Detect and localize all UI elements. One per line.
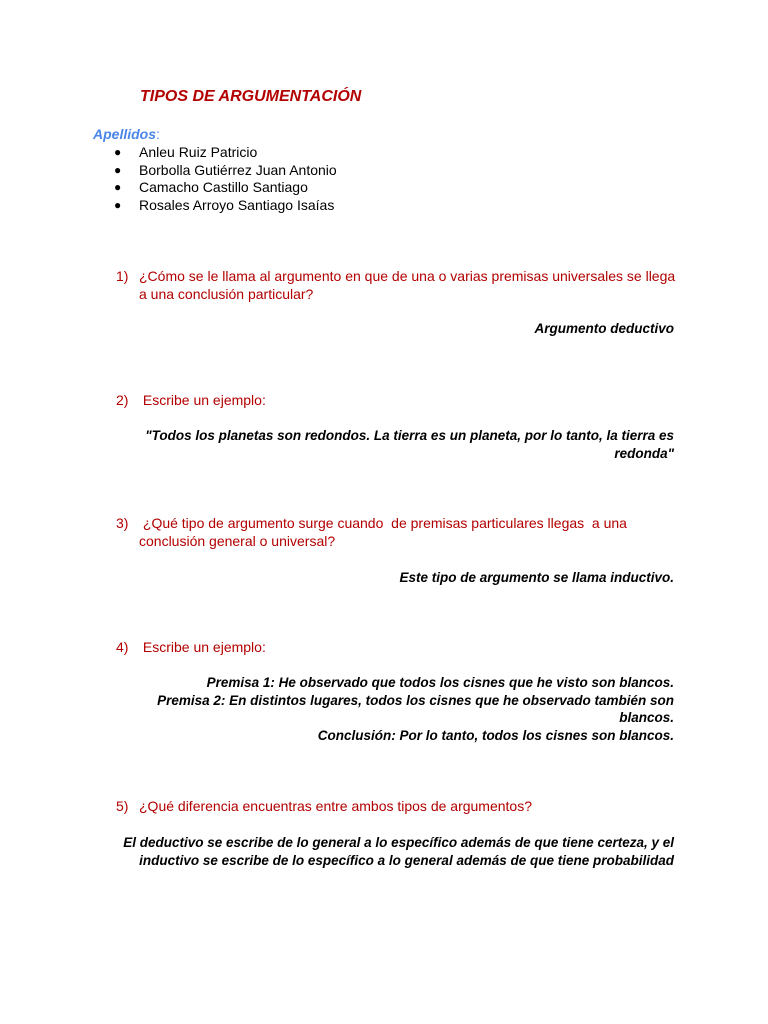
member-item [93,179,693,197]
bullet-icon: ● [114,197,122,212]
question-number: 1) [116,268,129,284]
question-text: ¿Qué diferencia encuentras entre ambos tipos de argumentos? [139,798,533,814]
member-item [93,144,693,162]
question-number: 4) [116,639,129,655]
member-item [93,197,693,215]
member-name: Borbolla Gutiérrez Juan Antonio [139,161,337,178]
document-title: TIPOS DE ARGUMENTACIÓN [140,88,362,105]
member-name: Rosales Arroyo Santiago Isaías [139,196,335,213]
question-text: ¿Qué tipo de argumento surge cuando de premisas particulares llegas a una conclusión general o universal? [139,515,631,549]
answer-line: Premisa 1: He observado que todos los cisnes que he visto son blancos. [206,675,674,690]
member-name: Anleu Ruiz Patricio [139,144,258,160]
bullet-icon: ● [114,162,122,177]
answer-4 [120,674,674,744]
members-colon: : [156,126,160,142]
answer-line: Premisa 2: En distintos lugares, todos los cisnes que he observado también son blancos. [157,692,674,725]
answer-5 [90,834,674,869]
answer-1 [300,320,674,338]
member-name: Camacho Castillo Santiago [139,179,308,195]
question-text: Escribe un ejemplo: [139,639,266,655]
bullet-icon: ● [114,180,122,194]
answer-2 [110,427,674,462]
question-number: 2) [116,392,129,408]
question-3 [116,515,676,550]
answer-3 [300,569,674,587]
answer-line: Conclusión: Por lo tanto, todos los cisnes son blancos. [317,727,674,743]
bullet-icon: ● [114,145,122,159]
question-number: 3) [116,515,129,531]
answer-line: Este tipo de argumento se llama inductivo. [399,570,674,585]
question-number: 5) [116,798,129,814]
question-5 [116,798,676,816]
members-section [93,126,693,214]
question-text: ¿Cómo se le llama al argumento en que de una o varias premisas universales se llega a una conclusión particular? [139,268,676,302]
members-heading [93,126,693,144]
question-4 [116,639,676,657]
answer-line: "Todos los planetas son redondos. La tierra es un planeta, por lo tanto, la tierra es redonda" [145,428,674,461]
answer-line: Argumento deductivo [534,321,674,336]
question-1 [116,268,676,303]
member-item [93,162,693,180]
question-text: Escribe un ejemplo: [139,392,266,408]
question-2 [116,392,676,410]
members-label: Apellidos [93,126,157,142]
answer-line: El deductivo se escribe de lo general a lo específico además de que tiene certeza, y el inductivo se escribe de lo específico a lo general además de que tiene probabilidad [123,835,674,868]
members-list [93,144,693,214]
